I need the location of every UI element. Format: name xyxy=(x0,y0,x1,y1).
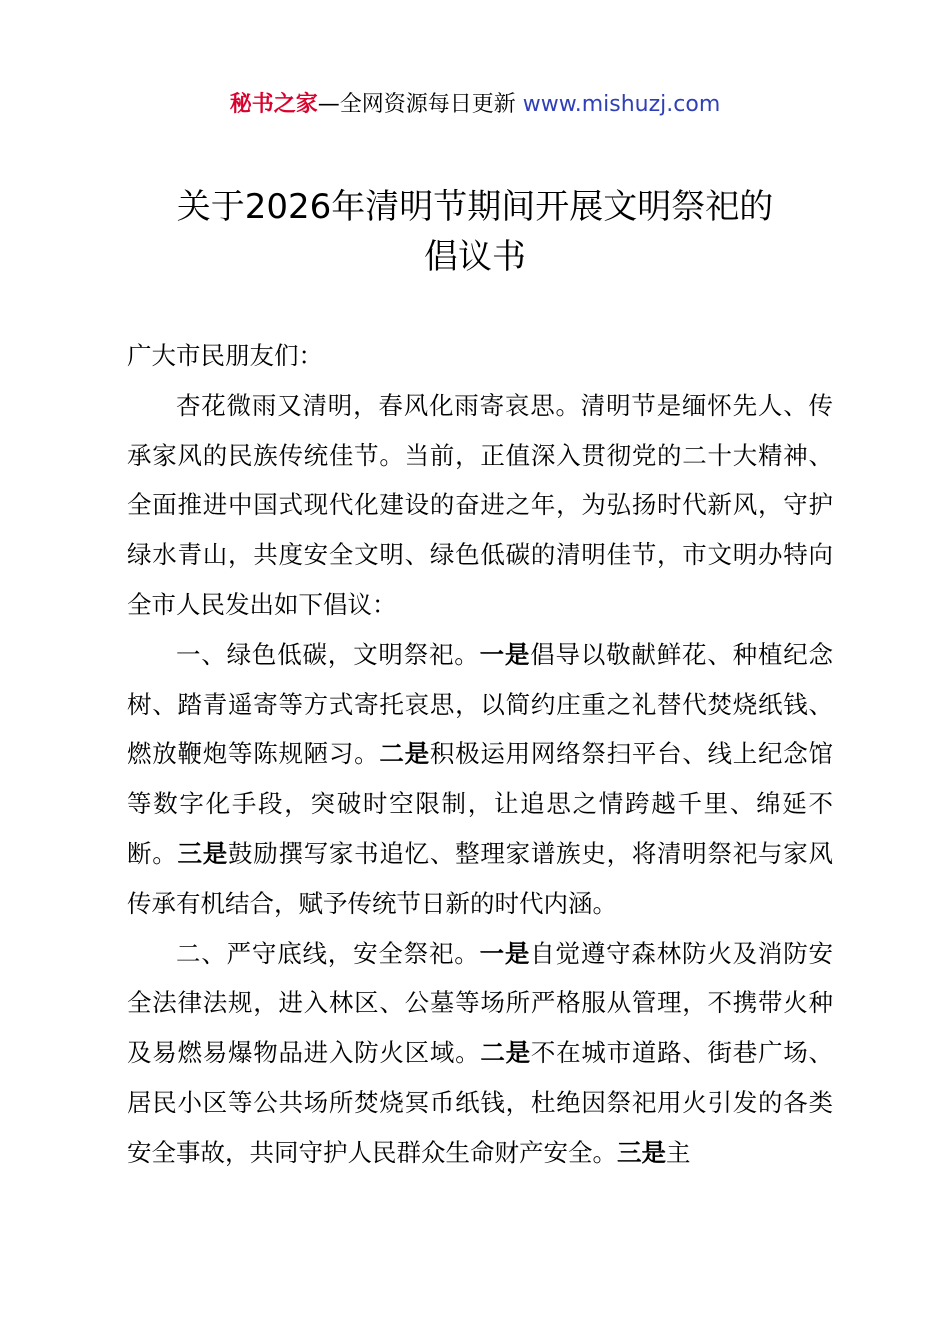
section-1-label-3: 三是 xyxy=(177,838,228,868)
intro-paragraph: 杏花微雨又清明，春风化雨寄哀思。清明节是缅怀先人、传承家风的民族传统佳节。当前，正值深入贯彻党的二十大精神、全面推进中国式现代化建设的奋进之年，为弘扬时代新风，守护绿水青山，共度安全文明、绿色低碳的清明佳节，市文明办特向全市人民发出如下倡议： xyxy=(127,390,833,619)
banner-tagline: —全网资源每日更新 xyxy=(317,92,523,117)
title-line-2: 倡议书 xyxy=(424,237,526,277)
section-1-text-1: 倡导以敬献鲜花、种植纪念树、踏青遥寄等方式寄托哀思，以简约庄重之礼替代焚烧纸钱、燃放鞭炮等陈规陋习。 xyxy=(127,639,834,769)
section-2-label-1: 一是 xyxy=(479,938,531,968)
document-body xyxy=(127,331,833,1178)
section-2-text-1: 自觉遵守森林防火及消防安全法律法规，进入林区、公墓等场所严格服从管理，不携带火种及易燃易爆物品进入防火区域。 xyxy=(127,938,834,1068)
section-1-paragraph xyxy=(127,630,833,929)
site-banner xyxy=(0,88,950,122)
section-2-heading: 二、严守底线，安全祭祀。 xyxy=(176,938,480,968)
salutation: 广大市民朋友们： xyxy=(127,341,323,370)
brand-name: 秘书之家 xyxy=(229,92,318,117)
document-title xyxy=(0,182,950,282)
section-2-text-2: 不在城市道路、街巷广场、居民小区等公共场所焚烧冥币纸钱，杜绝因祭祀用火引发的各类安全事故，共同守护人民群众生命财产安全。 xyxy=(127,1038,834,1167)
section-2-text-3: 主 xyxy=(666,1137,691,1167)
section-2-paragraph xyxy=(127,929,833,1178)
section-1-text-3: 鼓励撰写家书追忆、整理家谱族史，将清明祭祀与家风传承有机结合，赋予传统节日新的时代内涵。 xyxy=(127,838,834,918)
section-1-heading: 一、绿色低碳，文明祭祀。 xyxy=(176,639,480,669)
section-1-text-2: 积极运用网络祭扫平台、线上纪念馆等数字化手段，突破时空限制，让追思之情跨越千里、绵延不断。 xyxy=(127,739,834,868)
title-line-1: 关于2026年清明节期间开展文明祭祀的 xyxy=(176,187,774,227)
site-url-link[interactable]: www.mishuzj.com xyxy=(522,92,721,117)
section-1-label-2: 二是 xyxy=(379,739,430,769)
section-2-label-3: 三是 xyxy=(617,1137,666,1167)
section-2-label-2: 二是 xyxy=(480,1038,531,1068)
section-1-label-1: 一是 xyxy=(479,639,531,669)
